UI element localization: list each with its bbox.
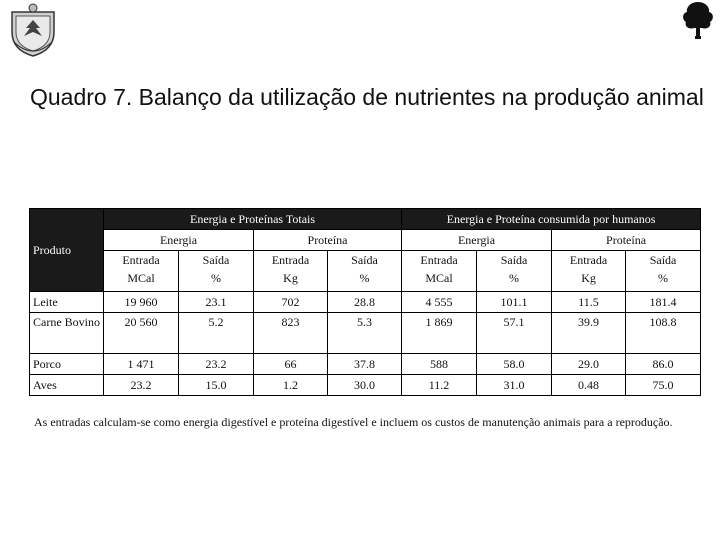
value-cell: 39.9 [552,313,626,354]
value-cell: 1.2 [254,375,328,396]
value-cell: 15.0 [179,375,254,396]
column-header-label: Saída [649,253,677,267]
column-header [254,251,328,292]
value-cell: 75.0 [626,375,701,396]
product-cell: Porco [30,354,104,375]
value-cell: 588 [402,354,477,375]
subheader-proteina: Proteína [552,230,701,251]
column-header [179,251,254,292]
product-cell: Carne Bovino [30,313,104,354]
group-header-total: Energia e Proteínas Totais [104,209,402,230]
slide-title: Quadro 7. Balanço da utilização de nutrientes na produção animal [30,84,704,110]
table-row [30,375,701,396]
column-header-label: Entrada [271,253,310,267]
value-cell: 181.4 [626,292,701,313]
value-cell: 11.2 [402,375,477,396]
column-header-unit: % [211,271,221,285]
value-cell: 23.1 [179,292,254,313]
value-cell: 108.8 [626,313,701,354]
value-cell: 23.2 [104,375,179,396]
subheader-energia: Energia [104,230,254,251]
value-cell: 20 560 [104,313,179,354]
column-header [477,251,552,292]
value-cell: 23.2 [179,354,254,375]
table-row [30,354,701,375]
value-cell: 1 471 [104,354,179,375]
value-cell: 101.1 [477,292,552,313]
column-header-unit: % [658,271,669,285]
column-header [626,251,701,292]
subheader-proteina: Proteína [254,230,402,251]
column-header-label: Entrada [122,253,160,267]
value-cell: 11.5 [552,292,626,313]
product-cell: Aves [30,375,104,396]
group-header-human: Energia e Proteína consumida por humanos [402,209,701,230]
value-cell: 19 960 [104,292,179,313]
value-cell: 4 555 [402,292,477,313]
value-cell: 5.3 [328,313,402,354]
column-header-unit: Kg [283,271,298,285]
subheader-energia: Energia [402,230,552,251]
value-cell: 28.8 [328,292,402,313]
value-cell: 58.0 [477,354,552,375]
value-cell: 0.48 [552,375,626,396]
column-header [402,251,477,292]
nutrient-table-container [29,208,700,396]
nutrient-balance-table [29,208,701,396]
value-cell: 30.0 [328,375,402,396]
value-cell: 57.1 [477,313,552,354]
value-cell: 86.0 [626,354,701,375]
value-cell: 31.0 [477,375,552,396]
table-row [30,313,701,354]
column-header-unit: % [359,271,370,285]
produto-header: Produto [30,209,104,292]
column-header-label: Saída [202,253,230,267]
value-cell: 37.8 [328,354,402,375]
value-cell: 29.0 [552,354,626,375]
table-footnote: As entradas calculam-se como energia digestível e proteína digestível e incluem os custos de manutenção animais para a reprodução. [34,415,673,429]
product-cell: Leite [30,292,104,313]
crest-icon [6,2,60,58]
column-header-unit: % [509,271,520,285]
value-cell: 702 [254,292,328,313]
column-header-unit: MCal [127,271,155,285]
column-header-unit: MCal [425,271,453,285]
column-header-label: Entrada [420,253,458,267]
column-header-label: Saída [500,253,528,267]
value-cell: 66 [254,354,328,375]
value-cell: 823 [254,313,328,354]
column-header-label: Entrada [569,253,608,267]
value-cell: 5.2 [179,313,254,354]
column-header-label: Saída [351,253,378,267]
tree-icon [680,0,716,40]
column-header [552,251,626,292]
table-row [30,292,701,313]
column-header [328,251,402,292]
column-header-unit: Kg [581,271,596,285]
value-cell: 1 869 [402,313,477,354]
column-header [104,251,179,292]
